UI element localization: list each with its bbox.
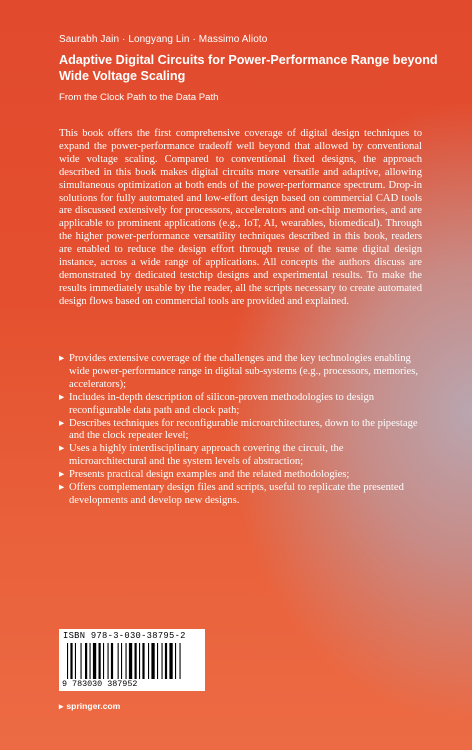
barcode-bar (135, 643, 137, 679)
barcode-bar (75, 643, 76, 679)
bullet-icon: ▸ (59, 469, 65, 481)
feature-list (59, 353, 422, 508)
feature-item (59, 482, 422, 508)
barcode-bar (139, 643, 140, 679)
barcode-bar (126, 643, 127, 679)
barcode-bar (157, 643, 158, 679)
barcode-bar (81, 643, 82, 679)
blurb-paragraph: This book offers the first comprehensive coverage of digital design techniques to expand the power-performance tradeoff well beyond that allowed by conventional wide voltage scaling. Compared to conventional fixed designs, the approach described in this book makes digital circuits more versatile and adaptive, allowing simultaneous optimization at both ends of the power-performance spectrum. Drop-in solutions for fully automated and low-effort design based on commercial CAD tools are discussed extensively for processors, accelerators and on-chip memories, and are applicable to prominent applications (e.g., IoT, AI, wearables, biomedical). Through the higher power-performance versatility techniques described in this book, readers are enabled to reduce the design effort through reuse of the same digital design instance, across a wide range of applications. All concepts the authors discuss are demonstrated by dedicated testchip designs and experimental results. To make the results immediately usable by the reader, all the scripts necessary to create automated design flows based on commercial tools are provided and explained. (59, 128, 422, 307)
barcode-bar (70, 643, 72, 679)
feature-text: Uses a highly interdisciplinary approach covering the circuit, the microarchitectural and the system levels of abstraction; (69, 443, 344, 468)
barcode-bar (108, 643, 109, 679)
barcode-bar (111, 643, 113, 679)
publisher-link[interactable] (59, 701, 120, 712)
isbn-label: ISBN 978-3-030-38795-2 (63, 631, 186, 641)
feature-item (59, 443, 422, 469)
publisher-url: springer.com (66, 701, 121, 711)
arrow-icon: ▸ (59, 701, 64, 711)
bullet-icon: ▸ (59, 417, 65, 429)
barcode-bar (165, 643, 167, 679)
barcode-bar (169, 643, 172, 679)
feature-text: Offers complementary design files and scripts, useful to replicate the presented developments and develop new designs. (69, 482, 404, 506)
bullet-icon: ▸ (59, 482, 65, 494)
barcode-bar (90, 643, 91, 679)
barcode-bar (103, 643, 104, 679)
bullet-icon: ▸ (59, 391, 65, 403)
bullet-icon: ▸ (59, 353, 65, 364)
barcode-bar (85, 643, 87, 679)
feature-item (59, 392, 422, 418)
barcode-bar (118, 643, 119, 679)
barcode-box (59, 629, 205, 691)
barcode-bar (142, 643, 144, 679)
barcode-bar (129, 643, 132, 679)
feature-item (59, 353, 422, 392)
barcode-bar (148, 643, 149, 679)
book-subtitle: From the Clock Path to the Data Path (59, 92, 219, 103)
barcode-bar (175, 643, 176, 679)
feature-text: Includes in-depth description of silicon-proven methodologies to design reconfigurable data path and clock path; (69, 391, 375, 416)
barcode-bar (99, 643, 101, 679)
bullet-icon: ▸ (59, 443, 65, 455)
barcode-bar (121, 643, 122, 679)
barcode-bar (162, 643, 163, 679)
barcode-bar (151, 643, 154, 679)
barcode-bar (93, 643, 96, 679)
authors: Saurabh Jain · Longyang Lin · Massimo Alioto (59, 34, 268, 45)
barcode-bar (180, 643, 181, 679)
feature-item (59, 469, 422, 482)
barcode-icon (67, 643, 197, 679)
feature-text: Presents practical design examples and the related methodologies; (69, 469, 350, 481)
barcode-digits: 9 783030 387952 (62, 679, 138, 689)
book-title: Adaptive Digital Circuits for Power-Performance Range beyond Wide Voltage Scaling (59, 53, 438, 83)
feature-item (59, 418, 422, 444)
barcode-bar (67, 643, 68, 679)
feature-text: Provides extensive coverage of the challenges and the key technologies enabling wide power-performance range in digital sub-systems (e.g., processors, memories, accelerators); (69, 353, 418, 390)
feature-text: Describes techniques for reconfigurable microarchitectures, down to the pipestage and the clock repeater level; (69, 417, 418, 442)
